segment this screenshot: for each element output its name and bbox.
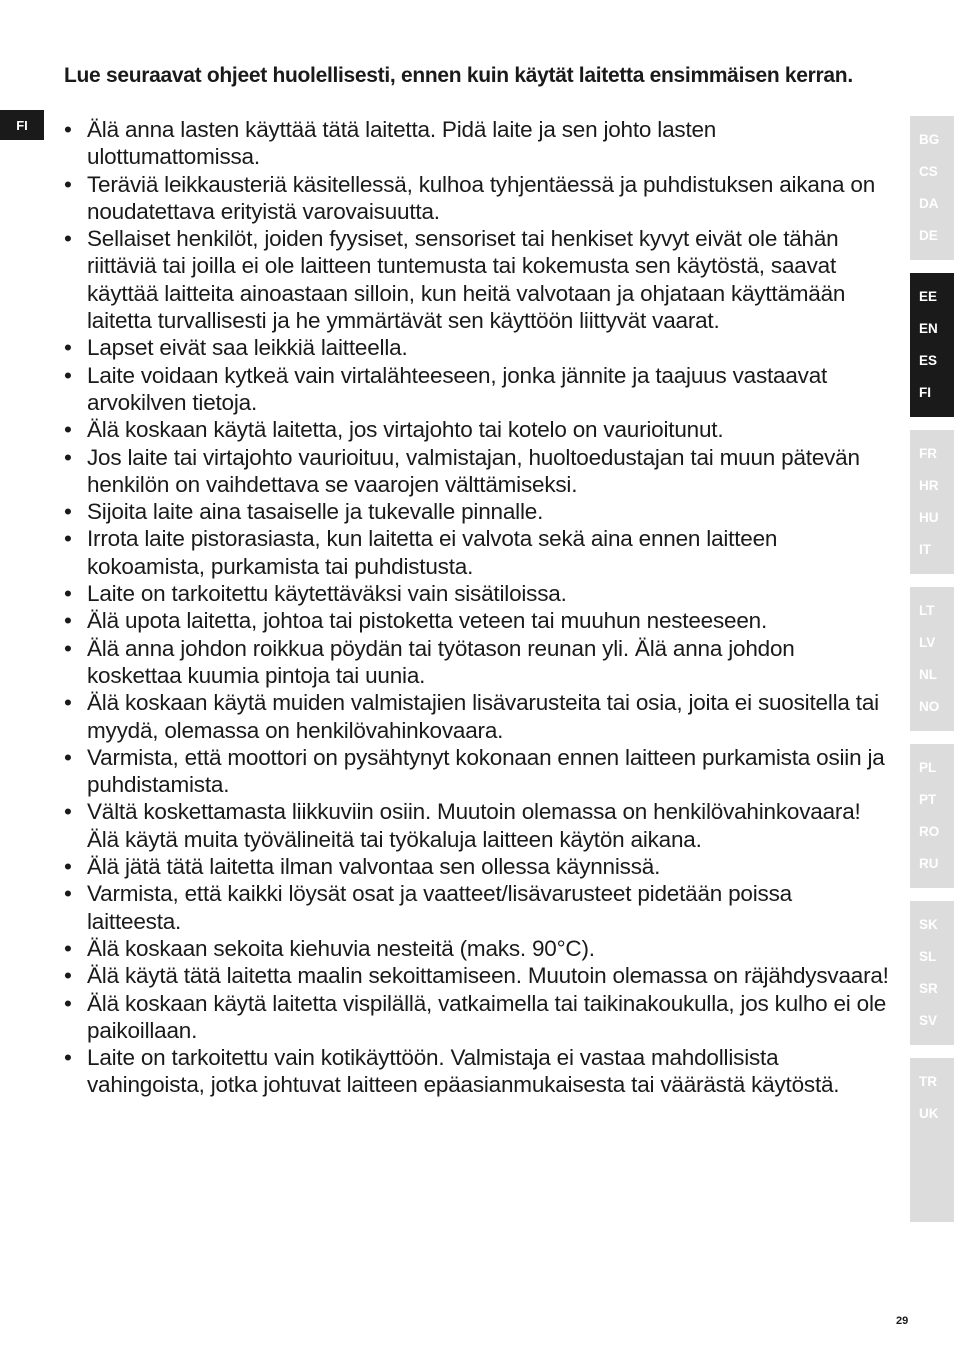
language-tab-nl[interactable]: NL xyxy=(919,667,937,682)
bullet-icon: • xyxy=(64,526,72,552)
instruction-text: Varmista, että kaikki löysät osat ja vaatteet/lisävarusteet pidetään poissa laitteesta. xyxy=(87,881,792,934)
instruction-text: Älä koskaan käytä muiden valmistajien lisävarusteita tai osia, joita ei suositella tai myydä, olemassa on henkilövahinkovaara. xyxy=(87,690,879,743)
language-tab-ro[interactable]: RO xyxy=(919,824,940,839)
language-tab-fi[interactable]: FI xyxy=(919,385,931,400)
instruction-item xyxy=(64,880,890,935)
language-tab-hr[interactable]: HR xyxy=(919,478,939,493)
language-tab-en[interactable]: EN xyxy=(919,321,938,336)
instruction-text: Sijoita laite aina tasaiselle ja tukevalle pinnalle. xyxy=(87,499,544,525)
language-group xyxy=(910,116,954,260)
language-tab-cs[interactable]: CS xyxy=(919,164,938,179)
instruction-item xyxy=(64,744,890,799)
instruction-item xyxy=(64,444,890,499)
language-group xyxy=(910,901,954,1045)
language-group xyxy=(910,273,954,417)
bullet-icon: • xyxy=(64,1045,72,1071)
instruction-text: Älä koskaan sekoita kiehuvia nesteitä (maks. 90°C). xyxy=(87,935,595,961)
instruction-item xyxy=(64,171,890,226)
language-tab-hu[interactable]: HU xyxy=(919,510,939,525)
safety-instructions-list xyxy=(64,116,890,1099)
instruction-text: Laite voidaan kytkeä vain virtalähteeseen, jonka jännite ja taajuus vastaavat arvokilven tietoja. xyxy=(87,362,828,415)
instruction-item xyxy=(64,116,890,171)
bullet-icon: • xyxy=(64,499,72,525)
bullet-icon: • xyxy=(64,990,72,1016)
instruction-item xyxy=(64,580,890,607)
instruction-text: Jos laite tai virtajohto vaurioituu, valmistajan, huoltoedustajan tai muun pätevän henkilön on vaihdettava se vaarojen välttämiseksi. xyxy=(87,444,860,497)
language-tab-no[interactable]: NO xyxy=(919,699,940,714)
bullet-icon: • xyxy=(64,799,72,825)
instruction-text: Teräviä leikkausteriä käsitellessä, kulhoa tyhjentäessä ja puhdistuksen aikana on noudatettava erityistä varovaisuutta. xyxy=(87,171,876,224)
instruction-text: Älä jätä tätä laitetta ilman valvontaa sen ollessa käynnissä. xyxy=(87,854,661,880)
page-number: 29 xyxy=(896,1315,909,1327)
instruction-text: Älä anna johdon roikkua pöydän tai työtason reunan yli. Älä anna johdon koskettaa kuumia pintoja tai uunia. xyxy=(87,635,795,688)
instruction-text: Sellaiset henkilöt, joiden fyysiset, sensoriset tai henkiset kyvyt eivät ole tähän riittäviä tai joilla ei ole laitteen tuntemusta tai kokemusta sen käytöstä, saavat käyttää laitteita ainoastaan silloin, kun heitä valvotaan ja ohjataan käyttämään laitetta turvallisesti ja he ymmärtävät sen käyttöön liittyvät vaarat. xyxy=(87,226,846,334)
bullet-icon: • xyxy=(64,117,72,142)
language-tab-uk[interactable]: UK xyxy=(919,1106,939,1121)
language-tab-sk[interactable]: SK xyxy=(919,917,938,932)
language-tab-ee[interactable]: EE xyxy=(919,289,938,304)
instruction-text: Älä käytä tätä laitetta maalin sekoittamiseen. Muutoin olemassa on räjähdysvaara! xyxy=(87,963,889,989)
bullet-icon: • xyxy=(64,963,72,989)
instruction-item xyxy=(64,525,890,580)
instruction-item xyxy=(64,498,890,525)
bullet-icon: • xyxy=(64,690,72,716)
bullet-icon: • xyxy=(64,335,72,361)
instruction-text: Laite on tarkoitettu käytettäväksi vain sisätiloissa. xyxy=(87,581,567,607)
instruction-item xyxy=(64,416,890,443)
bullet-icon: • xyxy=(64,881,72,907)
instruction-text: Vältä koskettamasta liikkuviin osiin. Muutoin olemassa on henkilövahinkovaara! Älä käytä muita työvälineitä tai työkaluja laitteen käytön aikana. xyxy=(87,799,861,852)
instruction-item xyxy=(64,1044,890,1099)
instruction-item xyxy=(64,689,890,744)
bullet-icon: • xyxy=(64,226,72,252)
instruction-text: Laite on tarkoitettu vain kotikäyttöön. Valmistaja ei vastaa mahdollisista vahingoista, jotka johtuvat laitteen epäasianmukaisesta tai väärästä käytöstä. xyxy=(87,1045,840,1098)
bullet-icon: • xyxy=(64,744,72,770)
instruction-text: Älä upota laitetta, johtoa tai pistoketta veteen tai muuhun nesteeseen. xyxy=(87,608,768,634)
language-tab-sl[interactable]: SL xyxy=(919,949,937,964)
bullet-icon: • xyxy=(64,635,72,661)
language-tab-bg[interactable]: BG xyxy=(919,132,940,147)
language-tab-lt[interactable]: LT xyxy=(919,603,935,618)
instruction-item xyxy=(64,225,890,334)
instruction-item xyxy=(64,962,890,989)
bullet-icon: • xyxy=(64,854,72,880)
bullet-icon: • xyxy=(64,608,72,634)
bullet-icon: • xyxy=(64,417,72,443)
instruction-item xyxy=(64,362,890,417)
language-group xyxy=(910,1058,954,1222)
bullet-icon: • xyxy=(64,171,72,197)
language-tab-pt[interactable]: PT xyxy=(919,792,937,807)
instruction-item xyxy=(64,607,890,634)
bullet-icon: • xyxy=(64,444,72,470)
language-tab-de[interactable]: DE xyxy=(919,228,938,243)
language-tab-fr[interactable]: FR xyxy=(919,446,937,461)
language-tab-tr[interactable]: TR xyxy=(919,1074,937,1089)
bullet-icon: • xyxy=(64,362,72,388)
instruction-text: Älä anna lasten käyttää tätä laitetta. Pidä laite ja sen johto lasten ulottumattomissa. xyxy=(87,117,717,170)
instruction-item xyxy=(64,635,890,690)
language-group xyxy=(910,430,954,574)
bullet-icon: • xyxy=(64,581,72,607)
instruction-text: Älä koskaan käytä laitetta vispilällä, vatkaimella tai taikinakoukulla, jos kulho ei ole paikoillaan. xyxy=(87,990,887,1043)
language-tab-pl[interactable]: PL xyxy=(919,760,937,775)
instruction-item xyxy=(64,334,890,361)
language-tab-es[interactable]: ES xyxy=(919,353,938,368)
language-group xyxy=(910,744,954,888)
language-tab-lv[interactable]: LV xyxy=(919,635,936,650)
language-tab-it[interactable]: IT xyxy=(919,542,931,557)
language-tab-ru[interactable]: RU xyxy=(919,856,939,871)
instruction-item xyxy=(64,798,890,853)
instruction-text: Irrota laite pistorasiasta, kun laitetta ei valvota sekä aina ennen laitteen kokoamista, purkamista tai puhdistusta. xyxy=(87,526,778,579)
language-badge: FI xyxy=(0,110,44,140)
language-group xyxy=(910,587,954,731)
bullet-icon: • xyxy=(64,935,72,961)
instruction-text: Varmista, että moottori on pysähtynyt kokonaan ennen laitteen purkamista osiin ja puhdistamista. xyxy=(87,744,885,798)
instruction-text: Älä koskaan käytä laitetta, jos virtajohto tai kotelo on vaurioitunut. xyxy=(87,417,724,443)
language-tab-da[interactable]: DA xyxy=(919,196,939,211)
instruction-item xyxy=(64,853,890,880)
instruction-item xyxy=(64,990,890,1045)
language-tab-sr[interactable]: SR xyxy=(919,981,938,996)
language-tab-sidebar xyxy=(910,116,954,1235)
safety-heading: Lue seuraavat ohjeet huolellisesti, ennen kuin käytät laitetta ensimmäisen kerran. xyxy=(64,64,853,87)
instruction-text: Lapset eivät saa leikkiä laitteella. xyxy=(87,335,408,361)
instruction-item xyxy=(64,935,890,962)
language-tab-sv[interactable]: SV xyxy=(919,1013,938,1028)
